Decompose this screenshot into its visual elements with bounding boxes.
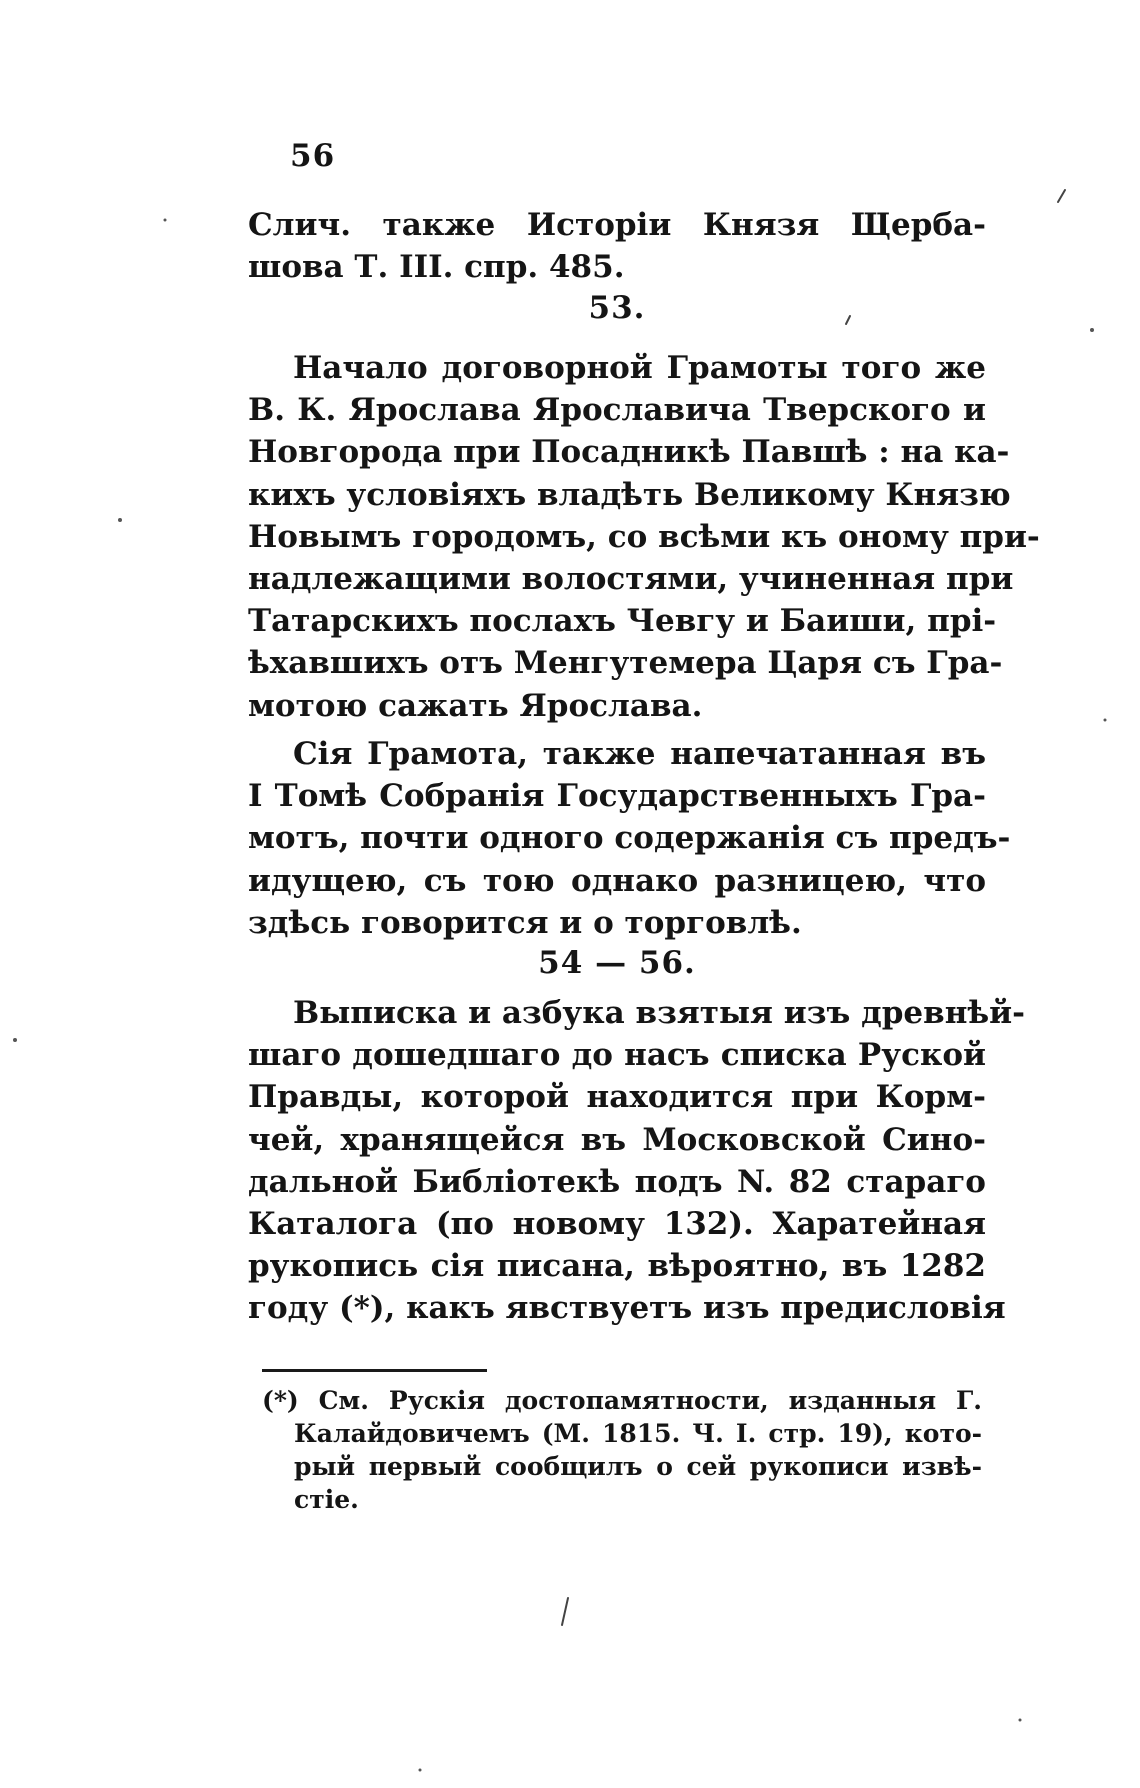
section-number: 53. <box>588 290 646 326</box>
speck <box>118 518 122 522</box>
text-line: Новгорода при Посадникѣ Павшѣ : на ка- <box>248 434 1010 471</box>
speck <box>1090 328 1094 332</box>
text-line: здѣсь говорится и о торговлѣ. <box>248 904 802 941</box>
text-line: Выписка и азбука взятыя изъ древнѣй- <box>293 995 1026 1031</box>
speck <box>1058 190 1065 202</box>
speck <box>164 219 167 222</box>
text-line: шова Т. III. спр. 485. <box>248 249 625 286</box>
text-line: Сія Грамота, также напечатанная въ <box>293 736 986 772</box>
text-line: Каталога (по новому 132). Харатейная <box>248 1206 986 1243</box>
footnote-line: рый первый сообщилъ о сей рукописи извѣ- <box>294 1452 982 1481</box>
footnote-line: Калайдовичемъ (М. 1815. Ч. I. стр. 19), кото- <box>294 1419 982 1448</box>
text-line: рукопись сія писана, вѣроятно, въ 1282 <box>248 1248 986 1285</box>
speck <box>846 316 850 324</box>
text-line: дальной Библіотекѣ подъ N. 82 стараго <box>248 1163 986 1200</box>
text-line: Начало договорной Грамоты того же <box>293 350 986 386</box>
text-line: В. К. Ярослава Ярославича Тверского и <box>248 392 986 429</box>
text-line: году (*), какъ явствуетъ изъ предисловія <box>248 1290 1006 1327</box>
text-line: Новымъ городомъ, со всѣми къ оному при- <box>248 518 1040 555</box>
footnote-line: (*) См. Рускія достопамятности, изданныя Г. <box>262 1386 982 1415</box>
speck <box>13 1038 17 1042</box>
text-line: Правды, которой находится при Корм- <box>248 1079 986 1116</box>
text-line: мотою сажать Ярослава. <box>248 687 703 724</box>
text-line: ѣхавшихъ отъ Менгутемера Царя съ Гра- <box>248 645 1003 682</box>
text-line: мотъ, почти одного содержанія съ предъ- <box>248 820 1011 857</box>
speck <box>562 1598 568 1625</box>
section-number: 54 — 56. <box>538 945 696 981</box>
text-line: кихъ условіяхъ владѣть Великому Князю <box>248 476 1011 513</box>
text-line: идущею, съ тою однако разницею, что <box>248 862 986 899</box>
speck <box>1019 1719 1022 1722</box>
speck <box>419 1769 422 1772</box>
text-line: Слич. также Исторіи Князя Щерба- <box>248 207 986 243</box>
text-line: шаго дошедшаго до насъ списка Руской <box>248 1037 986 1074</box>
page-number: 56 <box>290 138 336 174</box>
text-line: Татарскихъ послахъ Чевгу и Баиши, прі- <box>248 603 997 640</box>
text-line: надлежащими волостями, учиненная при <box>248 561 1014 598</box>
footnote-line: стіе. <box>294 1485 359 1514</box>
text-line: чей, хранящейся въ Московской Сино- <box>248 1121 986 1158</box>
speck <box>1104 719 1107 722</box>
text-line: I Томѣ Собранія Государственныхъ Гра- <box>248 778 986 815</box>
